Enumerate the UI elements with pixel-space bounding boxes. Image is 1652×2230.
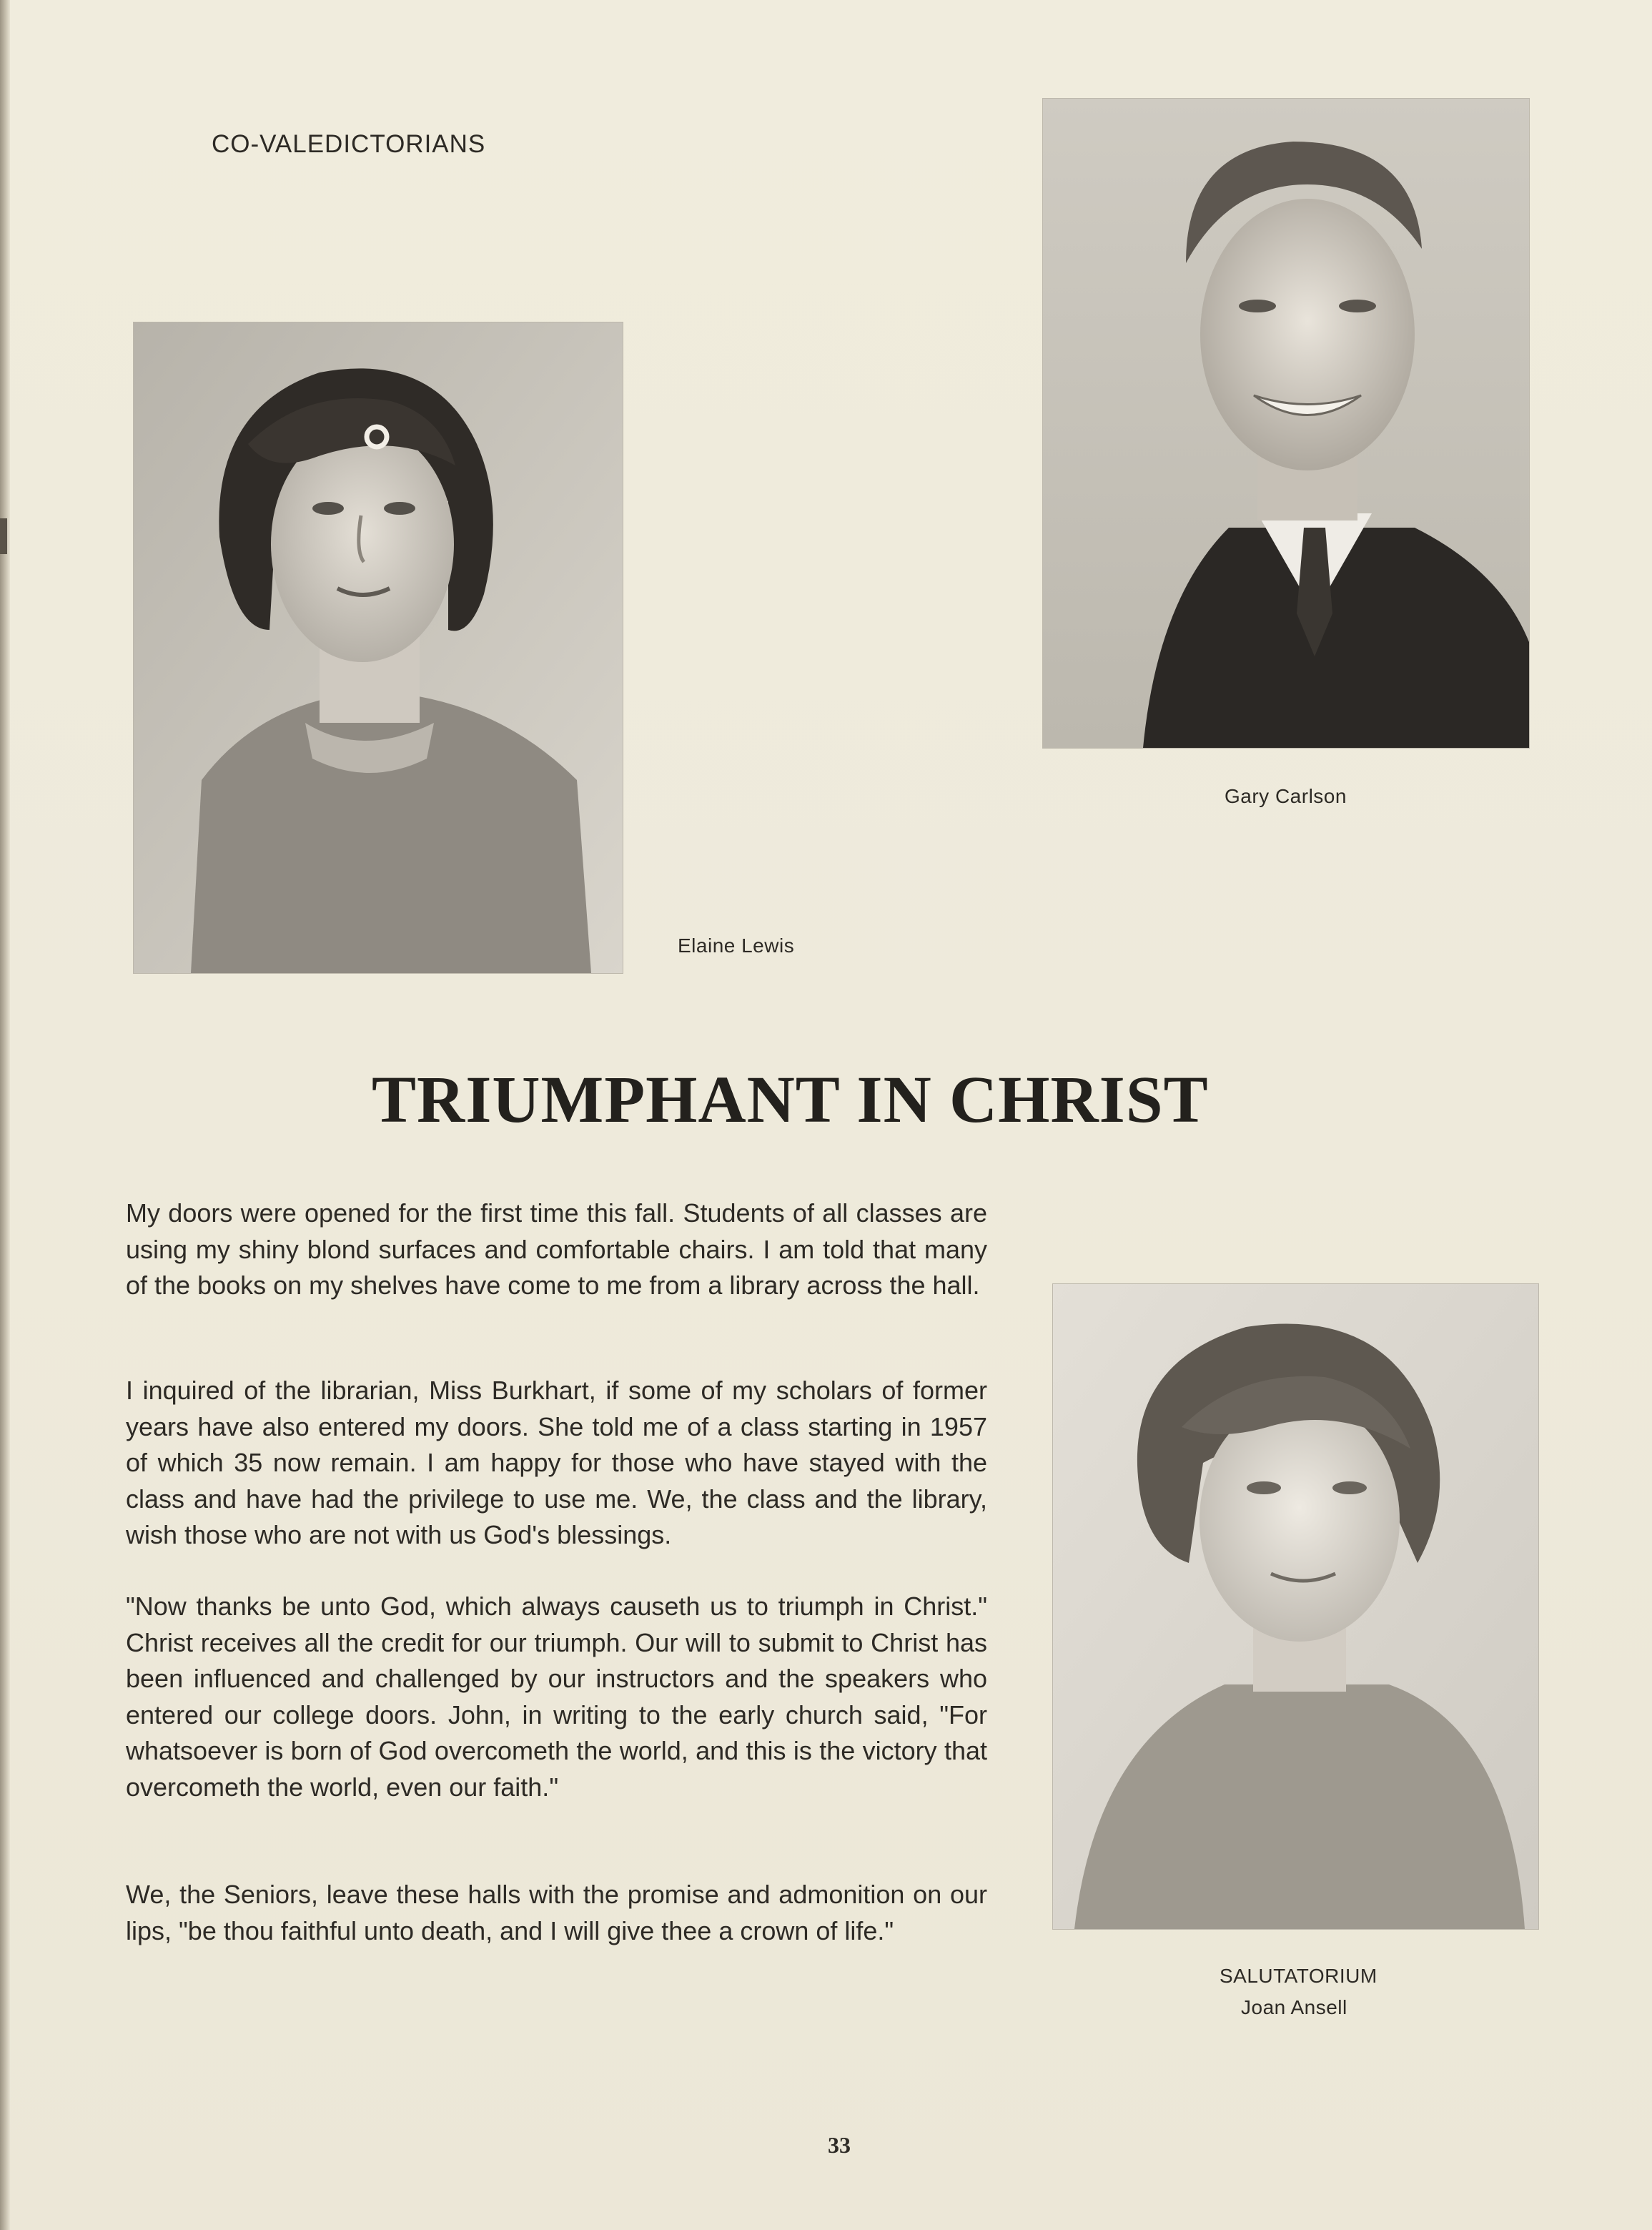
binding-mark xyxy=(0,518,7,554)
portrait-photo-gary xyxy=(1042,98,1530,749)
caption-gary-carlson: Gary Carlson xyxy=(1225,785,1347,807)
article-paragraph: We, the Seniors, leave these halls with the promise and admonition on our lips, "be thou faithful unto death, and I will give thee a crown of life." xyxy=(126,1880,987,1945)
section-heading: CO-VALEDICTORIANS xyxy=(212,130,486,158)
portrait-photo-joan xyxy=(1052,1283,1539,1930)
portrait-photo-elaine xyxy=(133,322,623,974)
caption-elaine-lewis: Elaine Lewis xyxy=(678,934,795,957)
caption-joan-ansell: Joan Ansell xyxy=(1241,1996,1347,2018)
article-paragraph: My doors were opened for the first time this fall. Students of all classes are using my shiny blond surfaces and comfortable chairs. I am told that many of the books on my shelves have come to me from a library across the hall. xyxy=(126,1198,987,1300)
article-paragraph: I inquired of the librarian, Miss Burkhart, if some of my scholars of former years have also entered my doors. She told me of a class starting in 1957 of which 35 now remain. I am happy for those who have stayed with the class and have had the privilege to use me. We, the class and the library, wish those who are not with us God's blessings. xyxy=(126,1376,987,1549)
caption-salutatorium: SALUTATORIUM xyxy=(1220,1965,1378,1987)
page-binding-edge xyxy=(0,0,10,2230)
article-title: TRIUMPHANT IN CHRIST xyxy=(372,1063,1209,1137)
page-number: 33 xyxy=(828,2132,851,2158)
article-paragraph: "Now thanks be unto God, which always causeth us to triumph in Christ." Christ receives all the credit for our triumph. Our will to submit to Christ has been influenced and challenged by our instructors and the speakers who entered our college doors. John, in writing to the early church said, "For whatsoever is born of God overcometh the world, and this is the victory that overcometh the world, even our faith." xyxy=(126,1592,987,1802)
